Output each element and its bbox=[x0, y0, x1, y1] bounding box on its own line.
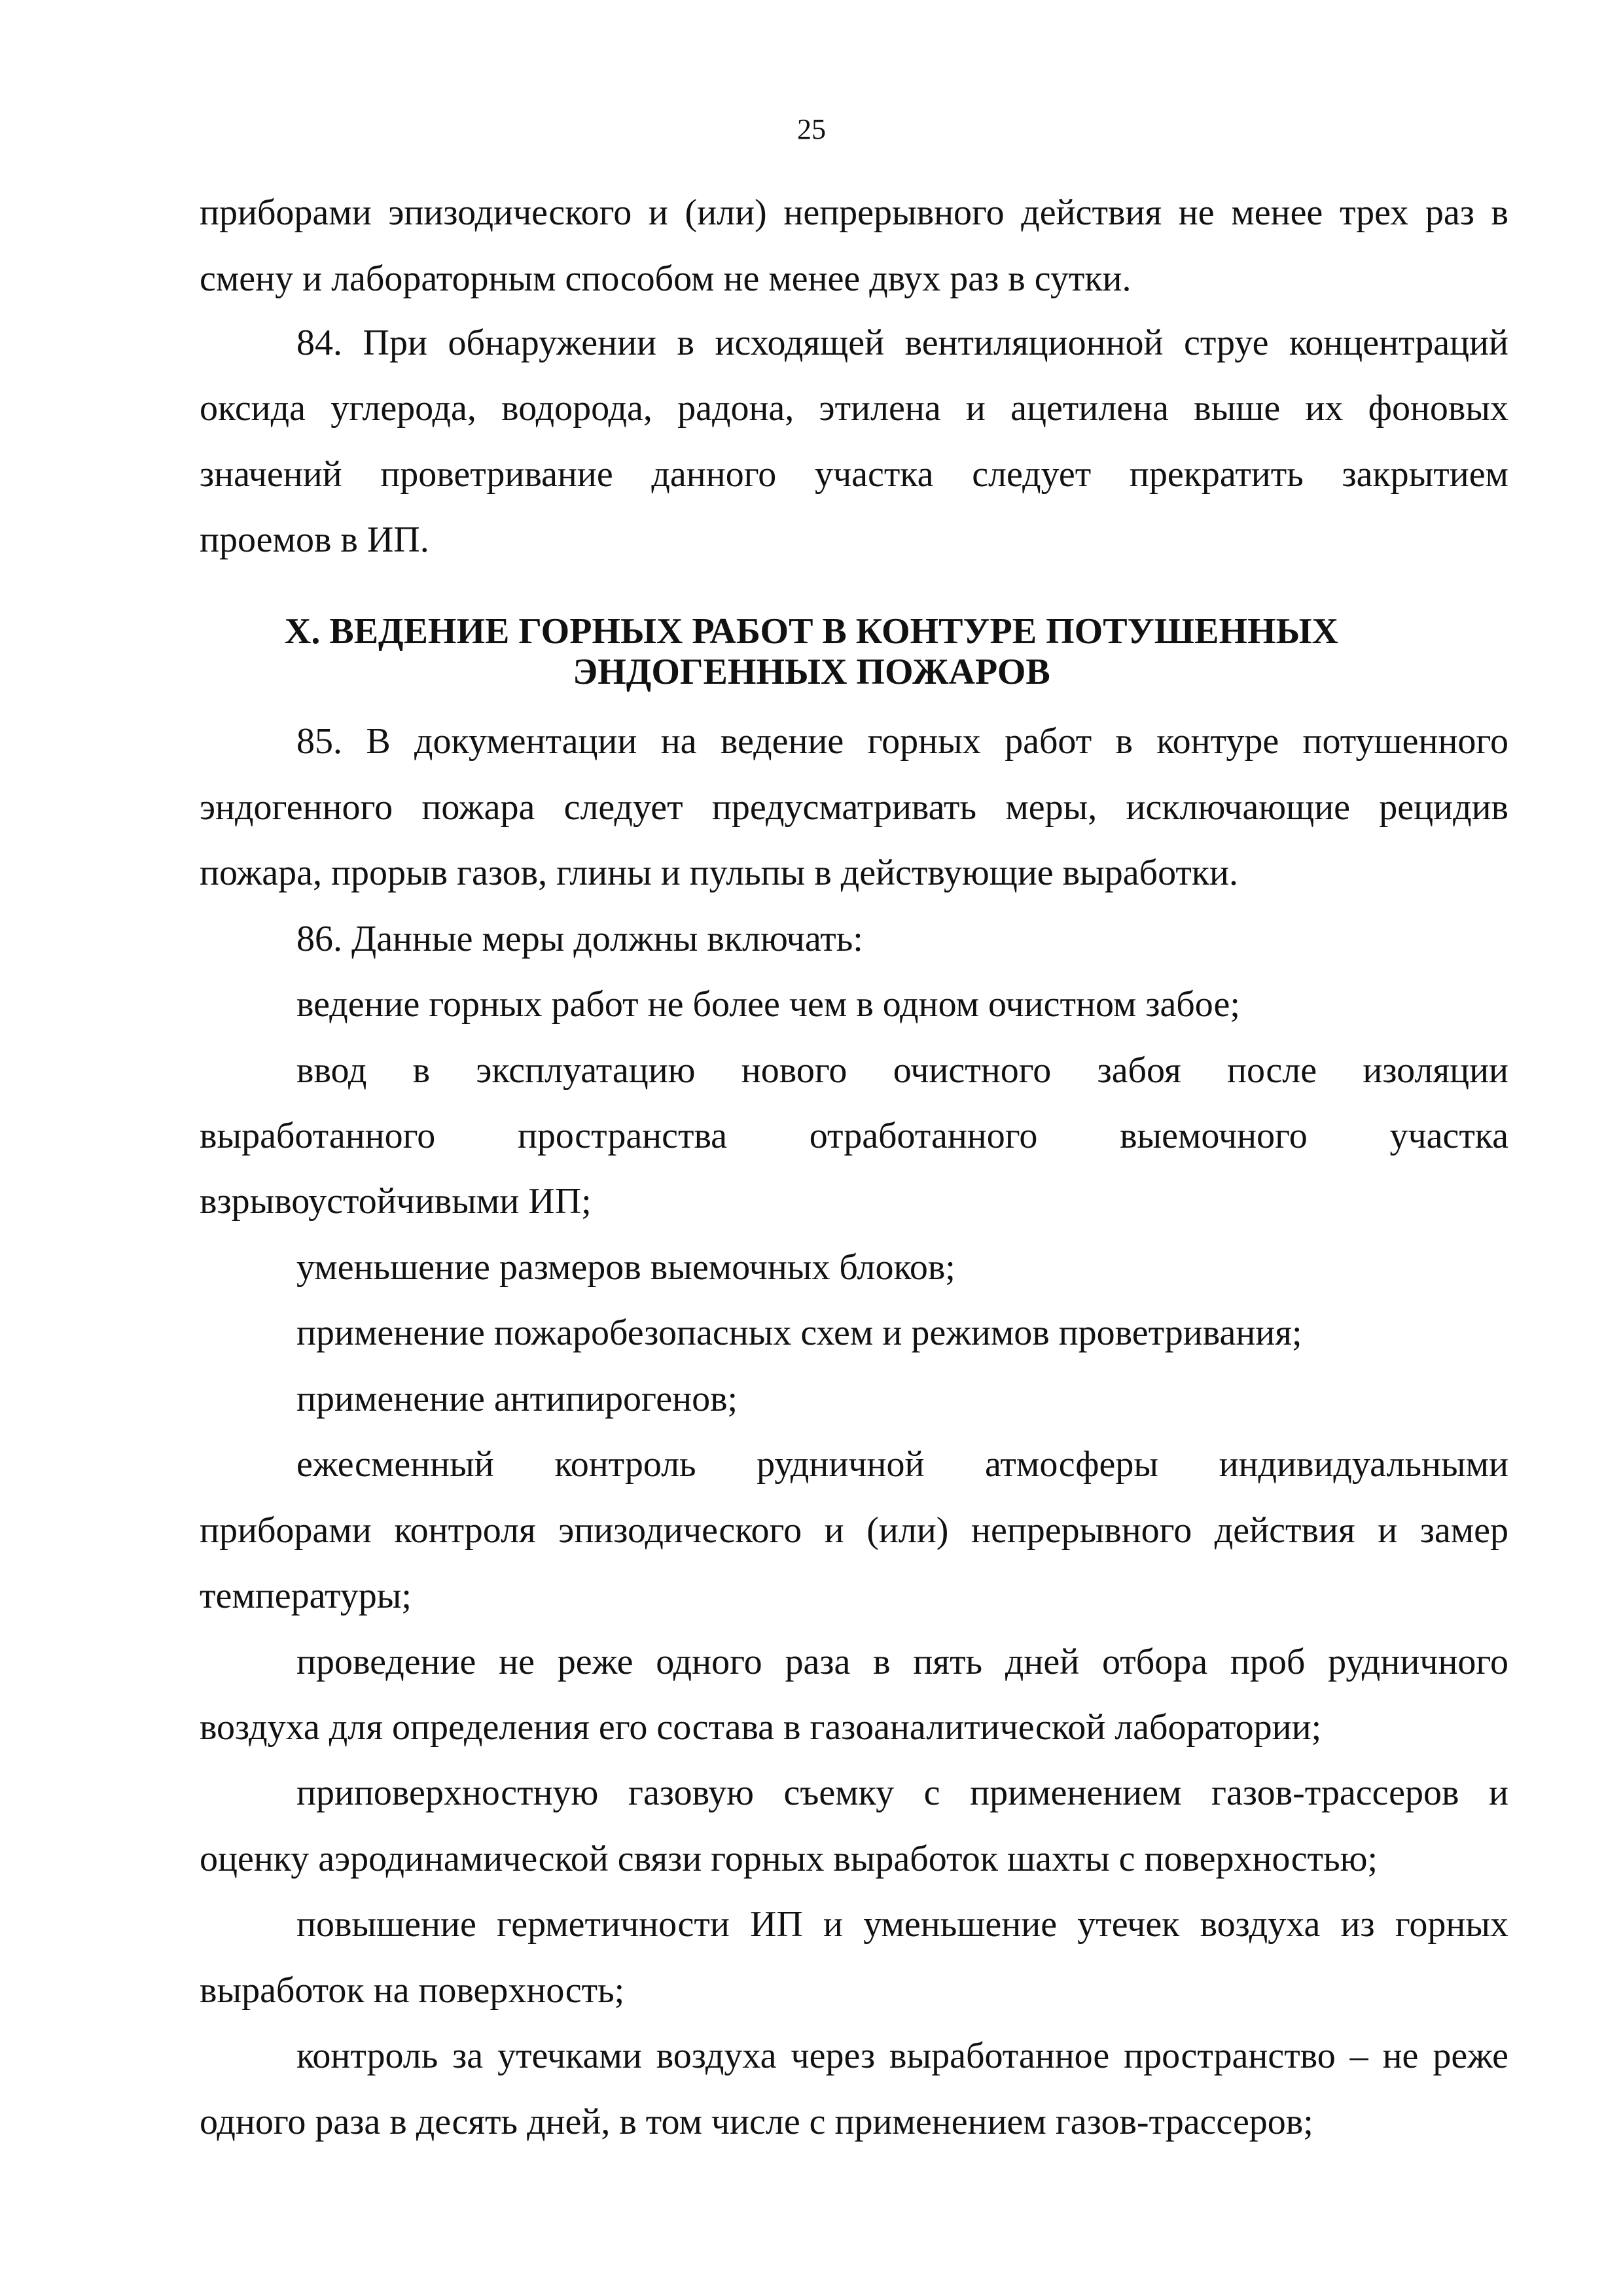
list-item: приборами контроля эпизодического и (или) непрерывного действия и замер bbox=[200, 1510, 1508, 1551]
list-item: выработок на поверхность; bbox=[200, 1970, 625, 2011]
paragraph-line: 86. Данные меры должны включать: bbox=[296, 919, 863, 959]
list-item: выработанного пространства отработанного выемочного участка bbox=[200, 1116, 1508, 1156]
list-item: одного раза в десять дней, в том числе с применением газов-трассеров; bbox=[200, 2102, 1313, 2142]
paragraph-line: приборами эпизодического и (или) непрерывного действия не менее трех раз в bbox=[200, 192, 1508, 233]
paragraph-line: 84. При обнаружении в исходящей вентиляционной струе концентраций bbox=[296, 323, 1508, 363]
paragraph-line: значений проветривание данного участка следует прекратить закрытием bbox=[200, 454, 1508, 495]
paragraph-line: оксида углерода, водорода, радона, этилена и ацетилена выше их фоновых bbox=[200, 388, 1508, 429]
section-heading: X. ВЕДЕНИЕ ГОРНЫХ РАБОТ В КОНТУРЕ ПОТУШЕННЫХ bbox=[284, 611, 1339, 652]
list-item: ведение горных работ не более чем в одном очистном забое; bbox=[296, 984, 1240, 1025]
list-item: температуры; bbox=[200, 1576, 412, 1616]
list-item: воздуха для определения его состава в газоаналитической лаборатории; bbox=[200, 1707, 1322, 1748]
paragraph-line: смену и лабораторным способом не менее двух раз в сутки. bbox=[200, 258, 1132, 299]
list-item: повышение герметичности ИП и уменьшение утечек воздуха из горных bbox=[296, 1904, 1508, 1945]
paragraph-line: эндогенного пожара следует предусматривать меры, исключающие рецидив bbox=[200, 787, 1508, 828]
page-number: 25 bbox=[797, 113, 826, 145]
list-item: ежесменный контроль рудничной атмосферы индивидуальными bbox=[296, 1444, 1508, 1485]
list-item: уменьшение размеров выемочных блоков; bbox=[296, 1247, 955, 1288]
list-item: применение антипирогенов; bbox=[296, 1379, 738, 1419]
list-item: контроль за утечками воздуха через выработанное пространство – не реже bbox=[296, 2036, 1508, 2076]
list-item: приповерхностную газовую съемку с применением газов-трассеров и bbox=[296, 1773, 1508, 1813]
list-item: применение пожаробезопасных схем и режимов проветривания; bbox=[296, 1313, 1302, 1353]
list-item: проведение не реже одного раза в пять дней отбора проб рудничного bbox=[296, 1642, 1508, 1682]
list-item: взрывоустойчивыми ИП; bbox=[200, 1181, 592, 1222]
list-item: оценку аэродинамической связи горных выработок шахты с поверхностью; bbox=[200, 1839, 1378, 1879]
paragraph-line: проемов в ИП. bbox=[200, 520, 429, 560]
list-item: ввод в эксплуатацию нового очистного забоя после изоляции bbox=[296, 1050, 1508, 1091]
section-heading: ЭНДОГЕННЫХ ПОЖАРОВ bbox=[573, 652, 1050, 692]
paragraph-line: 85. В документации на ведение горных работ в контуре потушенного bbox=[296, 721, 1508, 762]
paragraph-line: пожара, прорыв газов, глины и пульпы в действующие выработки. bbox=[200, 853, 1238, 893]
